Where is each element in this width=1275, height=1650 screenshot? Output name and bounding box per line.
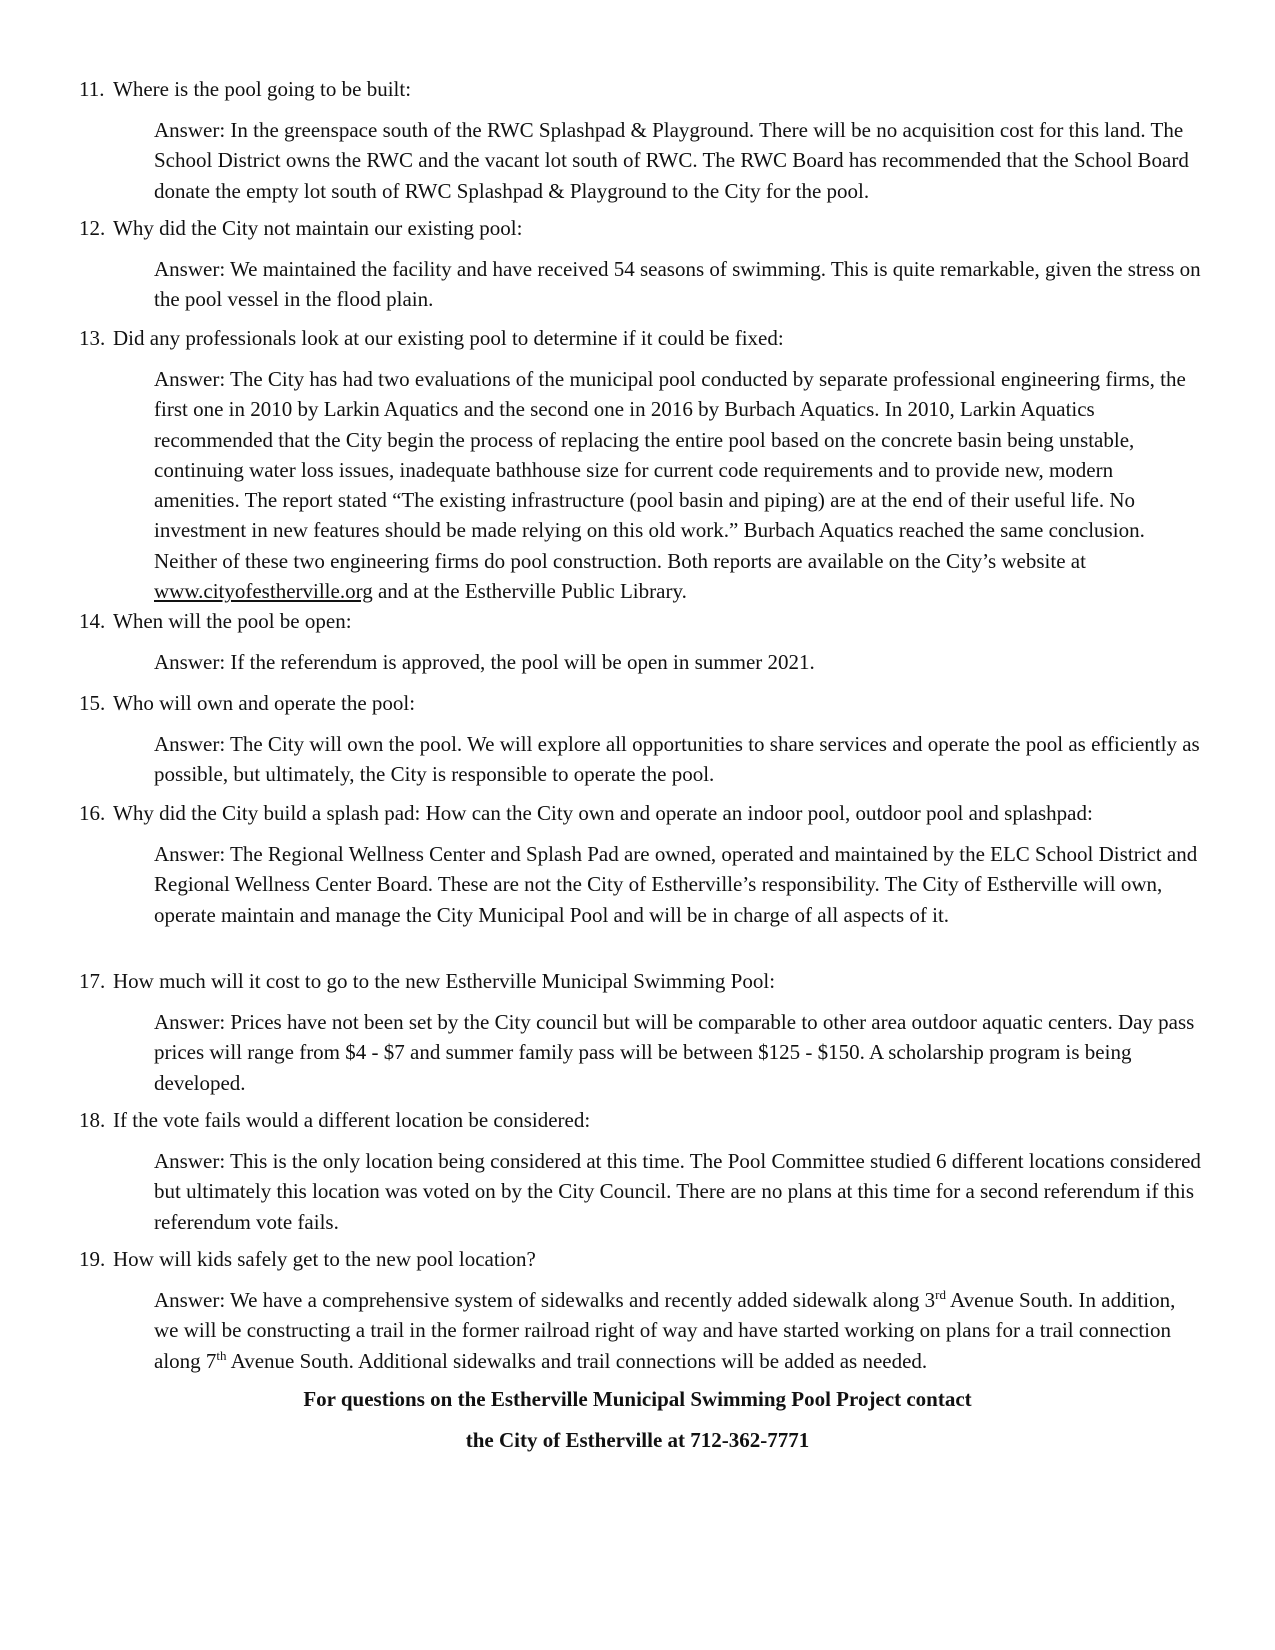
question-text: When will the pool be open: [113, 609, 352, 633]
answer-16: Answer: The Regional Wellness Center and Splash Pad are owned, operated and maintained by the ELC School District and Regional Wellness Center Board. These are not the City of Estherville’s responsibility. The City of Estherville will own, operate maintain and manage the City Municipal Pool and will be in charge of all aspects of it. [154, 842, 1198, 927]
question-text: How will kids safely get to the new pool location? [113, 1247, 536, 1271]
contact-line-2: the City of Estherville at 712-362-7771 [465, 1428, 810, 1452]
question-17 [79, 966, 1209, 996]
answer-text: Avenue South. In addition, we will be constructing a trail in the former railroad right of way and have started working on plans for a trail connection along 7 [154, 1288, 1176, 1373]
question-number: 17. [79, 969, 106, 993]
question-15 [79, 688, 1209, 718]
question-text: Where is the pool going to be built: [113, 77, 412, 101]
question-number: 19. [79, 1247, 106, 1271]
question-number: 15. [79, 691, 106, 715]
answer-13 [154, 364, 1204, 606]
website-link[interactable]: www.cityofestherville.org [154, 579, 373, 604]
answer-text: Answer: The City has had two evaluations of the municipal pool conducted by separate professional engineering firms, the first one in 2010 by Larkin Aquatics and the second one in 2016 by Burbach Aquatics. In 2010, Larkin Aquatics recommended that the City begin the process of replacing the entire pool based on the concrete basin being unstable, continuing water loss issues, inadequate bathhouse size for current code requirements and to provide new, modern amenities. The report stated “The existing infrastructure (pool basin and piping) are at the end of their useful life. No investment in new features should be made relying on this old work.” Burbach Aquatics reached the same conclusion. Neither of these two engineering firms do pool construction. Both reports are available on the City’s website at [154, 367, 1186, 573]
question-number: 14. [79, 609, 106, 633]
answer-15: Answer: The City will own the pool. We will explore all opportunities to share services and operate the pool as efficiently as possible, but ultimately, the City is responsible to operate the pool. [154, 732, 1200, 787]
question-number: 12. [79, 216, 106, 240]
question-text: Did any professionals look at our existing pool to determine if it could be fixed: [113, 326, 784, 350]
question-14 [79, 606, 1209, 636]
question-text: How much will it cost to go to the new Estherville Municipal Swimming Pool: [113, 969, 776, 993]
answer-18: Answer: This is the only location being considered at this time. The Pool Committee studied 6 different locations considered but ultimately this location was voted on by the City Council. There are no plans at this time for a second referendum if this referendum vote fails. [154, 1149, 1201, 1234]
answer-text: Avenue South. Additional sidewalks and trail connections will be added as needed. [226, 1348, 928, 1373]
answer-17: Answer: Prices have not been set by the City council but will be comparable to other area outdoor aquatic centers. Day pass prices will range from $4 - $7 and summer family pass will be between $125 - $150. A scholarship program is being developed. [154, 1010, 1195, 1095]
question-text: Why did the City not maintain our existing pool: [113, 216, 523, 240]
ordinal-suffix: rd [935, 1287, 946, 1302]
answer-12: Answer: We maintained the facility and have received 54 seasons of swimming. This is quite remarkable, given the stress on the pool vessel in the flood plain. [154, 257, 1201, 312]
answer-11: Answer: In the greenspace south of the RWC Splashpad & Playground. There will be no acquisition cost for this land. The School District owns the RWC and the vacant lot south of RWC. The RWC Board has recommended that the School Board donate the empty lot south of RWC Splashpad & Playground to the City for the pool. [154, 118, 1189, 203]
question-16 [79, 798, 1209, 828]
question-18 [79, 1105, 1209, 1135]
question-text: Who will own and operate the pool: [113, 691, 416, 715]
ordinal-suffix: th [216, 1347, 227, 1363]
question-text: Why did the City build a splash pad: How can the City own and operate an indoor pool, outdoor pool and splashpad: [113, 801, 1093, 825]
answer-text: Answer: We have a comprehensive system of sidewalks and recently added sidewalk along 3 [154, 1288, 936, 1312]
question-number: 13. [79, 326, 106, 350]
answer-19 [154, 1285, 1204, 1376]
question-number: 18. [79, 1108, 106, 1132]
question-12 [79, 213, 1209, 243]
answer-14: Answer: If the referendum is approved, the pool will be open in summer 2021. [154, 650, 815, 674]
question-19 [79, 1244, 1209, 1274]
question-number: 11. [79, 77, 105, 101]
question-13 [79, 323, 1209, 353]
contact-line-1: For questions on the Estherville Municipal Swimming Pool Project contact [303, 1387, 972, 1411]
question-11 [79, 74, 1209, 104]
question-number: 16. [79, 801, 106, 825]
question-text: If the vote fails would a different location be considered: [113, 1108, 591, 1132]
answer-text-end: and at the Estherville Public Library. [372, 579, 687, 604]
